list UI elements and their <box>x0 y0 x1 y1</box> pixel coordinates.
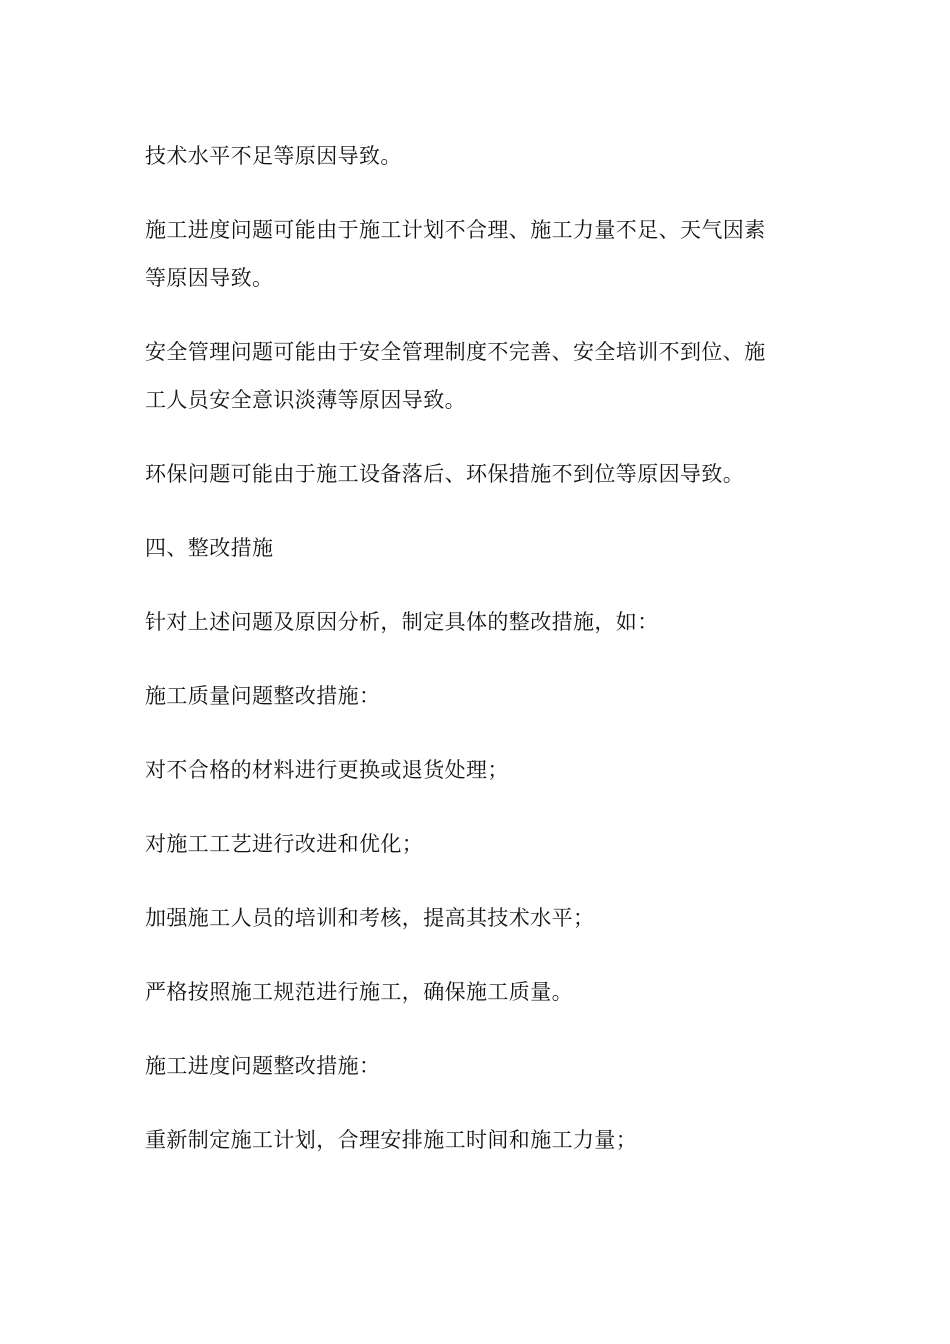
paragraph-line: 环保问题可能由于施工设备落后、环保措施不到位等原因导致。 <box>145 462 745 486</box>
list-item-2 <box>145 820 805 868</box>
paragraph-line: 针对上述问题及原因分析，制定具体的整改措施，如： <box>145 610 659 634</box>
list-item-5 <box>145 1116 805 1164</box>
list-item-1 <box>145 746 805 794</box>
heading-line: 四、整改措施 <box>145 536 274 560</box>
paragraph-3 <box>145 328 805 424</box>
list-item-4 <box>145 968 805 1016</box>
subheading-line: 施工进度问题整改措施： <box>145 1054 381 1078</box>
list-item-line: 重新制定施工计划，合理安排施工时间和施工力量； <box>145 1128 638 1152</box>
paragraph-line: 工人员安全意识淡薄等原因导致。 <box>145 388 466 412</box>
subheading-line: 施工质量问题整改措施： <box>145 684 381 708</box>
paragraph-1 <box>145 132 805 180</box>
section-heading <box>145 524 805 572</box>
list-item-line: 严格按照施工规范进行施工，确保施工质量。 <box>145 980 573 1004</box>
list-item-line: 加强施工人员的培训和考核，提高其技术水平； <box>145 906 595 930</box>
list-item-line: 对施工工艺进行改进和优化； <box>145 832 424 856</box>
paragraph-4 <box>145 450 805 498</box>
paragraph-line: 安全管理问题可能由于安全管理制度不完善、安全培训不到位、施 <box>145 340 766 364</box>
list-item-line: 对不合格的材料进行更换或退货处理； <box>145 758 509 782</box>
paragraph-line: 等原因导致。 <box>145 266 274 290</box>
subheading-schedule <box>145 1042 805 1090</box>
paragraph-line: 施工进度问题可能由于施工计划不合理、施工力量不足、天气因素 <box>145 218 766 242</box>
subheading-quality <box>145 672 805 720</box>
paragraph-line: 技术水平不足等原因导致。 <box>145 144 402 168</box>
paragraph-6 <box>145 598 805 646</box>
list-item-3 <box>145 894 805 942</box>
paragraph-2 <box>145 206 805 302</box>
document-body <box>145 132 805 1190</box>
